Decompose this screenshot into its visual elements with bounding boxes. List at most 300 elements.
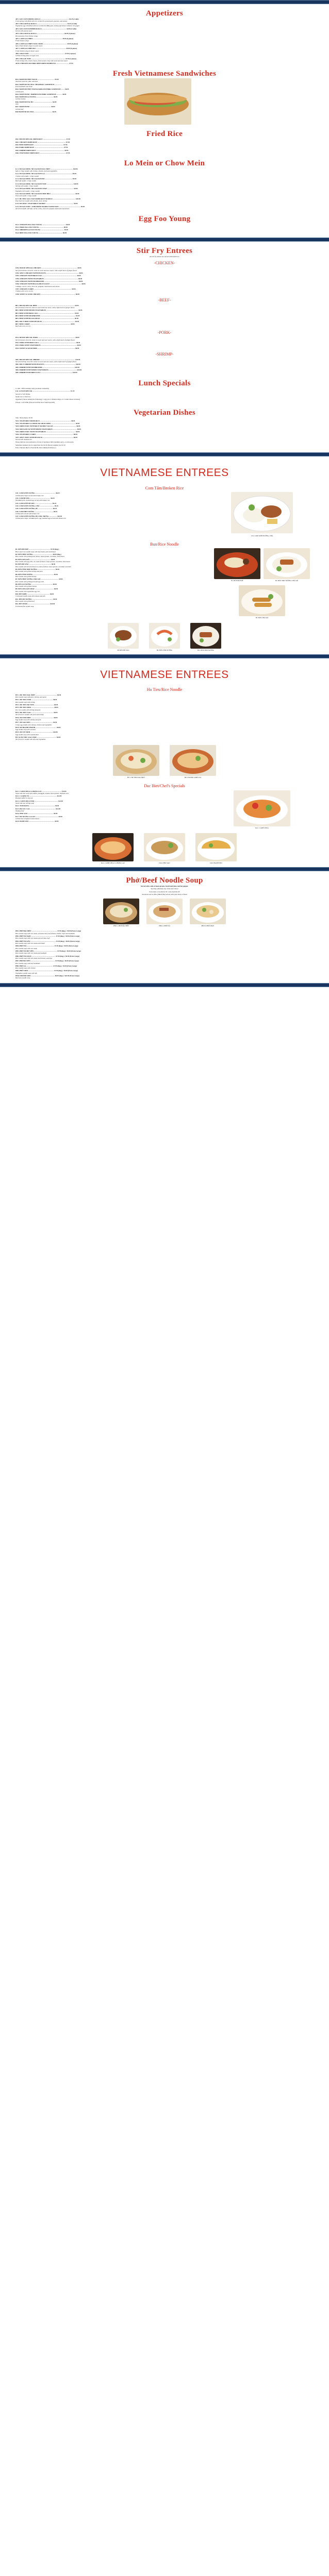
- menu-item-name: AP3. GOI CUON/SUMMER ROLLS ...........................................................: [15, 27, 67, 30]
- menu-item-price: $9.95: [72, 173, 76, 175]
- menu-item-desc: Grilled chicken: [15, 98, 26, 100]
- menu-item: [15, 173, 314, 177]
- stir-fry-groups: [15, 261, 314, 374]
- menu-item-name: BE2. BEEF WITH MIXED VEGETABLES .............................................................................: [15, 309, 78, 312]
- menu-item-desc: Assorted cold cuts, pâté, and ham: [15, 80, 38, 83]
- menu-item-name: EG4. BEEF EGG FOO YOUNG ..........................................................: [15, 231, 63, 234]
- menu-item-name: BA4. BANH MI BO / BARBECUED PORK SANDWICH ..............: [15, 93, 62, 95]
- com-tam-image: [231, 492, 293, 533]
- banh-mi-image: [124, 78, 191, 125]
- menu-item-name: LC9. MI XAO TOFU / STIR FRIED NOODLE WITH TOFU ....................................................: [15, 205, 81, 208]
- menu-item: [15, 492, 205, 497]
- menu-item-name: DA 1. CANH CHUA CA BONG LAU ...............................................: [15, 790, 61, 792]
- menu-item-name: CH8. SWEET & SOUR CHICKEN ....................................................................................: [15, 293, 76, 295]
- menu-item-price: $10.95: [72, 371, 77, 374]
- menu-item-price: $10.95: [57, 515, 62, 518]
- stir-fry-group-title: -BEEF-: [158, 297, 171, 302]
- menu-item: [15, 272, 314, 274]
- section-divider-bar-4: [0, 867, 329, 871]
- menu-item-name: PH2. PHỞ TÁI NẠM ............................................................: [15, 935, 56, 938]
- menu-item-name: HT 3. HU TIEU BO VIEN ...............................................: [15, 704, 54, 706]
- menu-item: [15, 808, 205, 812]
- canh-chua-ca-image: [92, 833, 134, 861]
- top-banner-bar: [0, 0, 329, 4]
- menu-item-desc: Shredded pork, steamed egg served with broken rice: [15, 499, 50, 502]
- lo-mein-title: Lo Mein or Chow Mein: [124, 159, 205, 168]
- menu-item-desc: Pan fried rice noodle with chicken, beef, shrimp: [15, 199, 47, 202]
- menu-item-name: C06. COM THIT NƯỚNG .............................................: [15, 510, 54, 513]
- menu-item-name: B11. BÚN BÒ NƯỚNG ..................................................: [15, 598, 53, 600]
- hu-tieu-figure-2: [170, 745, 216, 778]
- menu-item-price: $8.95: [75, 293, 80, 295]
- menu-item: [15, 805, 205, 807]
- pho-dac-biet-image: [103, 899, 139, 924]
- menu-item: [15, 293, 314, 295]
- menu-item-desc: Pork meatballs and onion: [15, 85, 33, 88]
- menu-item: [15, 198, 314, 202]
- menu-item-name: HT 10. HU TIEU XAO CHAY ...............................................: [15, 736, 57, 739]
- menu-item-name: DA 4. TOM RANG ..............................................................: [15, 805, 55, 807]
- menu-item-price: $8.95: [72, 287, 76, 290]
- menu-item-price: $7.95: [66, 138, 70, 141]
- menu-item-price: $6.95: [54, 96, 58, 98]
- menu-item: [15, 420, 314, 422]
- menu-item: [15, 188, 314, 192]
- menu-item-price: $7.95 (2 pieces): [65, 52, 76, 55]
- pho-title: Phở/Beef Noodle Soup: [126, 876, 203, 885]
- fried-rice-title: Fried Rice: [146, 129, 183, 138]
- menu-item-name: FR1. HOUSE SPECIAL FRIED RICE ........................................................: [15, 138, 66, 141]
- chef-row-caption-2: DA 6. PHO XAO: [159, 861, 170, 864]
- menu-item: [15, 940, 314, 945]
- menu-item-name: BA3. BANH MI THIT NUONG/GRILLED PORK SANDWICH .........: [15, 88, 65, 91]
- menu-item-name: HT 8. MI HOANH THANH ...................................................: [15, 726, 57, 728]
- menu-item-name: VD2. VEGETABLE LO MEIN OR CHOW MEIN ...........................................................: [15, 422, 76, 425]
- pho-note-4: Ask about our Ice Pho (chilled Pho) served with your choice of meat: [142, 893, 187, 896]
- menu-item-name: BA7. BANH MI BO ...................................................: [15, 106, 51, 108]
- menu-item-name: PH8. PHỞ GÀ .................................................................: [15, 964, 53, 967]
- menu-item-name: PH5. PHỞ TÁI BÒ VIÊN ........................................................: [15, 950, 57, 952]
- lunch-line-price: $7.25: [71, 390, 75, 393]
- pho-caption-2: PHO 4. PHỞ TÁI: [159, 925, 170, 927]
- menu-item-name: BE5. BEEF WITH BLACK BEAN ...................................................................................: [15, 317, 75, 320]
- menu-item-desc: Beef with curry on rice: [15, 325, 31, 328]
- bun-section: [15, 542, 314, 651]
- egg-foo-young-list: [15, 224, 314, 234]
- menu-item-desc: Stir fried rice noodle with tofu and vegetables: [15, 738, 46, 741]
- menu-item-name: C03. COM SƯỜN BÌ CHẢ ..........................................: [15, 502, 53, 504]
- menu-item-desc: Rice noodle soup with rare steak, beef brisket, and tripe: [15, 957, 53, 959]
- menu-item-name: B5. BÚN TÔM THỊT NƯỚNG ...........................................: [15, 568, 56, 570]
- menu-item: [15, 960, 314, 964]
- menu-item: [15, 53, 314, 57]
- stir-fry-group-title: -SHRIMP-: [155, 351, 174, 357]
- menu-item-desc: Chicken soft noodle / crispy noodle: [15, 175, 39, 177]
- menu-item-price: $7.95 (Reg.) / $9.95 (Extra Large): [54, 945, 78, 947]
- menu-item-name: AP8. CHAO TOM .......................................................................................: [15, 52, 65, 55]
- lunch-line: [15, 393, 314, 395]
- pho-photo-row: [15, 899, 314, 927]
- menu-item-desc: Rice noodle soup with rare steak, well done beef, beef brisket, tendon, tripe and meatballs: [15, 932, 75, 935]
- menu-item-desc: Fermented fish noodle soup: [15, 605, 34, 607]
- pho-tai-photo: [146, 899, 183, 924]
- chef-title: Dac Biet/Chef's Specials: [144, 783, 185, 788]
- menu-item: [15, 23, 314, 27]
- menu-item-price: $8.95: [57, 726, 61, 728]
- menu-item-price: $14.95: [56, 807, 61, 810]
- sandwiches-section: [15, 70, 314, 125]
- menu-item-desc: Stir fried beef, broccoli, onion in sweet and sour sauce, with a light touch of ginger flavor.: [15, 307, 75, 309]
- menu-item: [15, 149, 314, 151]
- menu-item-price: $8.95: [79, 272, 83, 275]
- bun-thit-nuong-photo: [264, 548, 310, 579]
- menu-item-price: $9.25: [52, 502, 57, 504]
- menu-item: [15, 283, 314, 287]
- bun-bo-hue-image: [214, 548, 260, 579]
- menu-item-price: $4.95 (2 rolls): [67, 27, 76, 30]
- menu-item-name: PH6. PHỞ TÁI SÁCH ..........................................................: [15, 955, 56, 957]
- pho-figure-3: [190, 899, 226, 927]
- menu-item-name: AP7. CANH GA CHIEN BO .........................................................................: [15, 47, 66, 50]
- menu-item-name: SH4. SHRIMP WITH MIXED VEGETABLES ....................................................................: [15, 368, 77, 371]
- com-tam-photo-caption: C01. COM SƯỜN NƯỚNG, CHẢ: [251, 534, 273, 537]
- stir-fry-group-list: [15, 304, 314, 328]
- menu-item-name: BA6. BANH MI TAU HU .............................................: [15, 100, 53, 103]
- menu-item-price: $8.95: [54, 704, 58, 706]
- com-tam-list: [15, 492, 205, 536]
- menu-item: [15, 975, 314, 979]
- bun-caption-1: B1. BÚN BÒ HUẾ: [231, 580, 243, 582]
- menu-item: [15, 428, 314, 430]
- menu-item: [15, 699, 314, 703]
- menu-item: [15, 309, 314, 311]
- chef-block: [15, 790, 314, 829]
- menu-item-name: C07. COM SƯỜN NƯỚNG, BÌ, CHẢ, TRỨNG ...................: [15, 515, 57, 518]
- bun-bo-hue-photo: [214, 548, 260, 579]
- menu-item-price: $10.95: [75, 366, 79, 368]
- vietnamese-entrees-title-2: VIETNAMESE ENTREES: [100, 668, 229, 681]
- menu-item-name: LC1. MI XAO MEM / MI XAO DON DAC BIET ......................................................: [15, 167, 73, 170]
- menu-item-desc: Crab paste noodle soup with tomato and tofu: [15, 595, 45, 598]
- banh-mi-photo: [124, 78, 191, 125]
- menu-item-desc: Rice noodle with grilled pork and egg rolls: [15, 580, 44, 583]
- menu-item-desc: Shrimp soft noodle / crispy noodle: [15, 185, 38, 187]
- menu-item: [15, 146, 314, 148]
- menu-item-price: $14.95: [58, 800, 63, 802]
- menu-item-price: $9.95: [75, 320, 79, 323]
- menu-item-name: PO1. HOUSE SPECIAL PORK ..........................................................................................: [15, 336, 75, 339]
- menu-item-desc: Grilled pork served with broken rice: [15, 512, 40, 515]
- bun-tom-nuong-image: [149, 623, 180, 649]
- menu-item-name: AP9. CHA GIO TOM ...................................................................................: [15, 57, 65, 60]
- menu-item: [15, 563, 205, 568]
- menu-item-name: SH2. SPICY SHRIMP WITH PEANUTS ...........................................................................: [15, 363, 76, 366]
- menu-item-price: $9.95: [55, 805, 59, 807]
- menu-item-desc: Tofu: [15, 103, 19, 106]
- menu-item: [15, 232, 314, 234]
- menu-item-price: $7.95 (Reg.) / $9.95 (Extra Large): [57, 950, 81, 952]
- menu-item-desc: Beef soft noodle / crispy noodle: [15, 180, 37, 182]
- menu-item: [15, 138, 314, 140]
- pho-note-1: Served with a side of bean sprouts, fresh basil, lime, and hot pepper.: [140, 885, 189, 888]
- menu-item-desc: Rice noodle soup with pork, shrimp, and squid: [15, 696, 46, 699]
- menu-item-name: LC4. MI XAO MEM / MI XAO DON TOM .................................................................: [15, 182, 74, 185]
- menu-item-desc: Vegetables noodle soup with tofu: [15, 972, 37, 974]
- com-tam-aside: [210, 492, 314, 536]
- menu-item: [15, 32, 314, 37]
- menu-item-name: LC7. HU TIEU XAO / PAN FRIED RICE NOODLE .......................................................: [15, 197, 76, 200]
- menu-item-desc: Chicken with curry on rice: [15, 290, 34, 293]
- menu-item-name: CH5. CHICKEN WITH MUSHROOMS ...................................................................................: [15, 280, 79, 283]
- menu-item-price: $9.95 (6 pieces): [67, 42, 78, 45]
- menu-item-price: $8.95 (Reg.) / $10.95 (Extra Large): [55, 975, 79, 977]
- menu-item-name: CH1. HOUSE SPECIAL CHICKEN .......................................................................................: [15, 267, 77, 269]
- section-divider-bar-2: [0, 452, 329, 456]
- menu-item: [15, 812, 205, 815]
- menu-item-name: DA 5. BO LUC LAC .............................................................: [15, 807, 56, 810]
- menu-item-price: $9.95: [59, 578, 63, 581]
- menu-item-name: EG3. SHRIMP EGG FOO YOUNG ........................................................: [15, 229, 64, 231]
- lunch-list: [15, 390, 314, 403]
- vegetarian-notes: [15, 441, 314, 449]
- menu-item-desc: Grilled pork chops served with broken rice: [15, 494, 44, 497]
- menu-item-price: $9.95: [55, 568, 59, 570]
- menu-item-price: $10.95: [53, 731, 58, 734]
- menu-item-price: $8.95: [66, 223, 70, 226]
- menu-item-price: $8.95: [54, 588, 58, 590]
- menu-item: [15, 106, 121, 110]
- menu-item-price: $9.95: [75, 192, 79, 195]
- menu-item: [15, 505, 205, 507]
- menu-item-price: $8.95: [73, 433, 77, 436]
- stir-fry-group-list: [15, 336, 314, 349]
- menu-item: [15, 593, 205, 598]
- egg-foo-young-section: [15, 215, 314, 234]
- menu-item-name: LC6. MI XAO MEM / MI XAO DON THIT HEO ...........................................................: [15, 192, 75, 195]
- menu-item-desc: Served with steamed rice: [15, 438, 32, 440]
- menu-item-price: $9.95: [72, 178, 76, 180]
- menu-item-price: $8.95: [54, 716, 58, 719]
- menu-item-name: BA2. BANH MI XIU MAI / MEATBALL SANDWICH .................: [15, 83, 62, 86]
- menu-item-desc: Cabbage, carrot, celery, broccoli, peapods, mushrooms and onions: [15, 285, 60, 287]
- menu-item-price: $8.95: [57, 736, 61, 739]
- menu-item: [15, 152, 314, 154]
- menu-item: [15, 101, 121, 106]
- stir-fry-group-title: -PORK-: [157, 330, 172, 335]
- menu-item-name: EG2. PORK EGG FOO YOUNG ...........................................................: [15, 226, 63, 228]
- menu-item: [15, 965, 314, 970]
- menu-item-price: $9.95: [76, 314, 80, 317]
- lunch-line-text: LS1. LUNCH SPECIAL ...........................................................................................: [15, 390, 71, 393]
- menu-item-desc: Sweet and sour shrimp soup: [15, 802, 34, 805]
- menu-item-desc: Rice noodle with grilled shrimp: [15, 575, 37, 578]
- menu-item-name: AP10. CHICKEN OR PORK DEEP FRIED DUMPLING ...............................: [15, 62, 69, 65]
- menu-item-price: $7.95 (Reg.) / $9.95 (Extra Large): [55, 960, 79, 962]
- menu-item-price: $7.95: [64, 146, 68, 149]
- menu-item-name: LC3. MI XAO MEM / MI XAO DON BO ..................................................................: [15, 178, 72, 180]
- section-divider-bar-3: [0, 654, 329, 658]
- menu-item-price: $8.95: [51, 563, 56, 566]
- menu-item-price: $9.25: [53, 507, 57, 510]
- menu-item-price: $8.95 (Reg.): [53, 553, 61, 556]
- menu-item-name: C01. COM SƯỜN NƯỚNG .................................................: [15, 492, 56, 495]
- bun-list: [15, 548, 205, 618]
- menu-page: [0, 0, 329, 997]
- menu-item-price: $6.95: [62, 93, 67, 95]
- menu-item-name: BE6. SPICY BEEF WITH PEANUTS ...............................................................................: [15, 320, 75, 323]
- menu-item: [15, 168, 314, 173]
- pho-caption-3: PHO 9. PHỞ CHAY: [201, 925, 215, 927]
- bun-thit-nuong-row-image: [190, 623, 221, 649]
- menu-item-price: $9.95 (6 pieces): [66, 47, 77, 50]
- appetizers-title: Appetizers: [145, 9, 184, 18]
- menu-item-name: VD4. MOCK DUCK WITH MIXED VEGETABLES ..........................................................: [15, 428, 77, 430]
- menu-item: [15, 502, 205, 504]
- menu-item-price: $8.95: [76, 431, 80, 433]
- menu-item-name: DA 8. BANH XEO ..............................................................: [15, 820, 55, 823]
- bun-aside: [210, 548, 314, 618]
- menu-item-name: EG1. CHICKEN EGG FOO YOUNG .........................................................: [15, 223, 66, 226]
- menu-item-name: PH1. PHỞ ĐẶC BIỆT ..............................................................: [15, 930, 57, 933]
- menu-item-name: HT 9. MI VIT TIEM ......................................................: [15, 731, 53, 734]
- menu-item-price: $7.95: [69, 62, 73, 65]
- menu-item-name: B6. BÚN TÔM NƯỚNG ..................................................: [15, 573, 54, 575]
- menu-item-name: HT 5. HU TIEU XAO ......................................................: [15, 711, 54, 714]
- menu-item: [15, 955, 314, 960]
- menu-item-name: B8. BÚN GÀ NƯỚNG ...................................................: [15, 583, 53, 585]
- menu-item-name: SH1. HOUSE SPECIAL SHRIMP ......................................................................................: [15, 358, 75, 361]
- menu-item-desc: Grilled pork chops, shredded pork, egg, steamed egg served with broken rice: [15, 517, 67, 520]
- bun-block: [15, 548, 314, 618]
- menu-item-desc: Grilled pork: [15, 90, 24, 93]
- menu-item-price: $9.95: [74, 188, 78, 190]
- menu-item-name: SH5. SHRIMP WITH BROCCOLI .............................................................................: [15, 371, 73, 374]
- menu-item-name: BE4. BEEF WITH MUSHROOMS .....................................................................................: [15, 314, 76, 317]
- menu-item-price: $8.95: [77, 267, 81, 269]
- menu-item-price: $6.95 (5 pieces): [64, 32, 75, 35]
- menu-item-name: BE1. HOUSE SPECIAL BEEF ..........................................................................................: [15, 304, 75, 307]
- menu-item: [15, 141, 314, 143]
- menu-item-price: $8.95: [71, 419, 75, 422]
- menu-item-price: $8.95: [77, 275, 81, 277]
- menu-item-name: FR2. CHICKEN FRIED RICE ....................................................................: [15, 141, 66, 143]
- menu-item-desc: Stir fried pork, broccoli, onion in sweet and sour sauce, with a light touch of ginger flavor.: [15, 338, 75, 341]
- menu-item-name: FR6. VEGETABLE FRIED RICE ...............................................................: [15, 152, 66, 154]
- menu-item-desc: Rice noodle soup with rare steak and well done beef: [15, 937, 50, 940]
- menu-item-price: $8.95: [62, 231, 67, 234]
- menu-item-price: $7.95 (Reg.) / $9.95 (Extra Large): [57, 930, 81, 933]
- bun-cha-gio-figure: [239, 585, 285, 619]
- menu-item-price: $8.95: [54, 711, 58, 714]
- menu-item-name: DA 2. CA KHO TO ..................................................................: [15, 795, 57, 798]
- menu-item-price: $8.95: [73, 436, 77, 438]
- menu-item-name: LC8. MI CHAY / VEGETABLE NOODLE ...................................................................: [15, 202, 74, 205]
- com-tam-title: Com Tấm/Broken Rice: [145, 485, 184, 490]
- bun-bo-xao-photo: [108, 623, 139, 649]
- pho-figure-1: [103, 899, 139, 927]
- menu-item-price: $8.95: [77, 428, 81, 430]
- lo-mein-section: [15, 159, 314, 210]
- bun-caption-2: B2. BÚN THỊT NƯỚNG CHẢ GIÒ: [275, 580, 298, 582]
- bun-thit-nuong-row-photo: [190, 623, 221, 649]
- menu-item-price: $10.95: [77, 368, 82, 371]
- bun-row-figure-3: [190, 623, 221, 651]
- menu-item-desc: Rice noodle soup with rare steak and meatballs: [15, 952, 47, 955]
- menu-item-name: PH3. PHỞ TÁI GẦU .............................................................: [15, 940, 56, 942]
- menu-item-price: $9.95: [53, 721, 57, 724]
- menu-item-price: $7.95 (Reg.) / $9.95 (Extra Large): [54, 970, 78, 972]
- menu-item-price: $8.95: [50, 593, 54, 596]
- pho-dac-biet-photo: [103, 899, 139, 924]
- banh-xeo-photo: [195, 833, 237, 861]
- lunch-line-text: Steam rice or fried rice: [15, 396, 31, 398]
- lunch-line: [15, 401, 314, 403]
- menu-item-price: $7.95 (Reg.): [51, 548, 59, 551]
- menu-item-desc: Rice noodle with egg rolls, on a bed of lettuce, bean sprouts, cucumber, mint leaves: [15, 561, 71, 563]
- pho-chay-image: [190, 899, 226, 924]
- hu-tieu-photo-2: [170, 745, 216, 776]
- menu-item-desc: Grilled beef: [15, 108, 24, 110]
- menu-item-price: $9.95 (6 pieces): [62, 38, 74, 40]
- menu-item-name: DA 7. BO NUONG LA LOT .......................................................: [15, 815, 58, 818]
- bun-bo-hue-figure: [214, 548, 260, 582]
- menu-item-price: $8.25: [53, 510, 58, 513]
- menu-item-price: $14.95: [61, 790, 67, 792]
- menu-item-desc: Dry rice noodle with shrimp and pork: [15, 708, 41, 711]
- menu-item: [15, 336, 314, 341]
- bun-title: Bun/Rice Noodle: [150, 541, 179, 547]
- menu-item-desc: Rice noodle with grilled beef: [15, 600, 35, 603]
- menu-item-price: $6.95: [52, 111, 56, 113]
- menu-item-name: B10. BÚN RIÊU ......................................................: [15, 593, 50, 596]
- hu-tieu-photo-row: [15, 745, 314, 778]
- menu-item-price: $6.95: [51, 106, 55, 108]
- menu-item-name: CH3. CHICKEN WITH BROCCOLI ....................................................................................: [15, 275, 77, 277]
- menu-item-desc: Stir fried rice noodle with pork and shrimp: [15, 714, 44, 716]
- chef-row-figure-3: [195, 833, 237, 864]
- sandwiches-title: Fresh Vietnamese Sandwiches: [112, 70, 217, 78]
- menu-item-price: $8.95: [53, 699, 57, 701]
- menu-item-name: SH3. SHRIMP WITH MUSHROOMS .............................................................................: [15, 366, 75, 368]
- menu-item-name: C05. COM SƯỜN NƯỚNG, BÌ ....................................: [15, 507, 53, 510]
- hu-tieu-section: [15, 687, 314, 778]
- menu-item-price: $9.95: [75, 312, 79, 314]
- vegetarian-note: Please indicate your preference of level of spiciness: mild, medium, spicy, or extra spicy.: [15, 441, 74, 444]
- menu-item-price: $9.95: [71, 323, 75, 325]
- bun-row-caption-2: B6. BÚN TÔM NƯỚNG: [156, 649, 173, 651]
- menu-item-name: BA1. BANH MI THIT NGUOI .........................................: [15, 78, 55, 80]
- menu-item-name: PH10. PHỞ BÒ KHO .........................................................: [15, 975, 55, 977]
- lunch-line: [15, 398, 314, 400]
- pho-note-2: You may substitute any of the beef choice: [151, 888, 178, 890]
- menu-item-name: AP5. CANH GA CHIEN .......................................................................: [15, 38, 62, 40]
- menu-item-desc: Egg noodle soup with shrimp and pork: [15, 718, 41, 721]
- fried-rice-list: [15, 138, 314, 154]
- menu-item-desc: Rice noodle with grilled chicken: [15, 585, 37, 588]
- menu-item-name: CH7. CHICKEN CURRY ...........................................................................................: [15, 287, 72, 290]
- com-tam-photo: [231, 492, 293, 533]
- menu-item-name: PH4. PHỞ TÁI ...................................................................: [15, 945, 55, 947]
- menu-item-name: BE7. BEEF CURRY ..................................................................................................: [15, 323, 71, 325]
- menu-item-price: $7.95: [65, 141, 70, 143]
- bun-cha-gio-image: [239, 585, 285, 616]
- hu-tieu-title: Hu Tieu/Rice Noodle: [146, 687, 183, 692]
- pho-section: [15, 876, 314, 979]
- menu-item-name: PO2. PORK WITH BROCCOLI ..........................................................................................: [15, 341, 76, 344]
- menu-item-desc: Fresh spring rolls filled with rice vermicelli, ground pork, peanuts, and onions.: [15, 20, 68, 22]
- pho-xao-image: [144, 833, 185, 861]
- menu-item-desc: Shaking beef: [15, 810, 24, 812]
